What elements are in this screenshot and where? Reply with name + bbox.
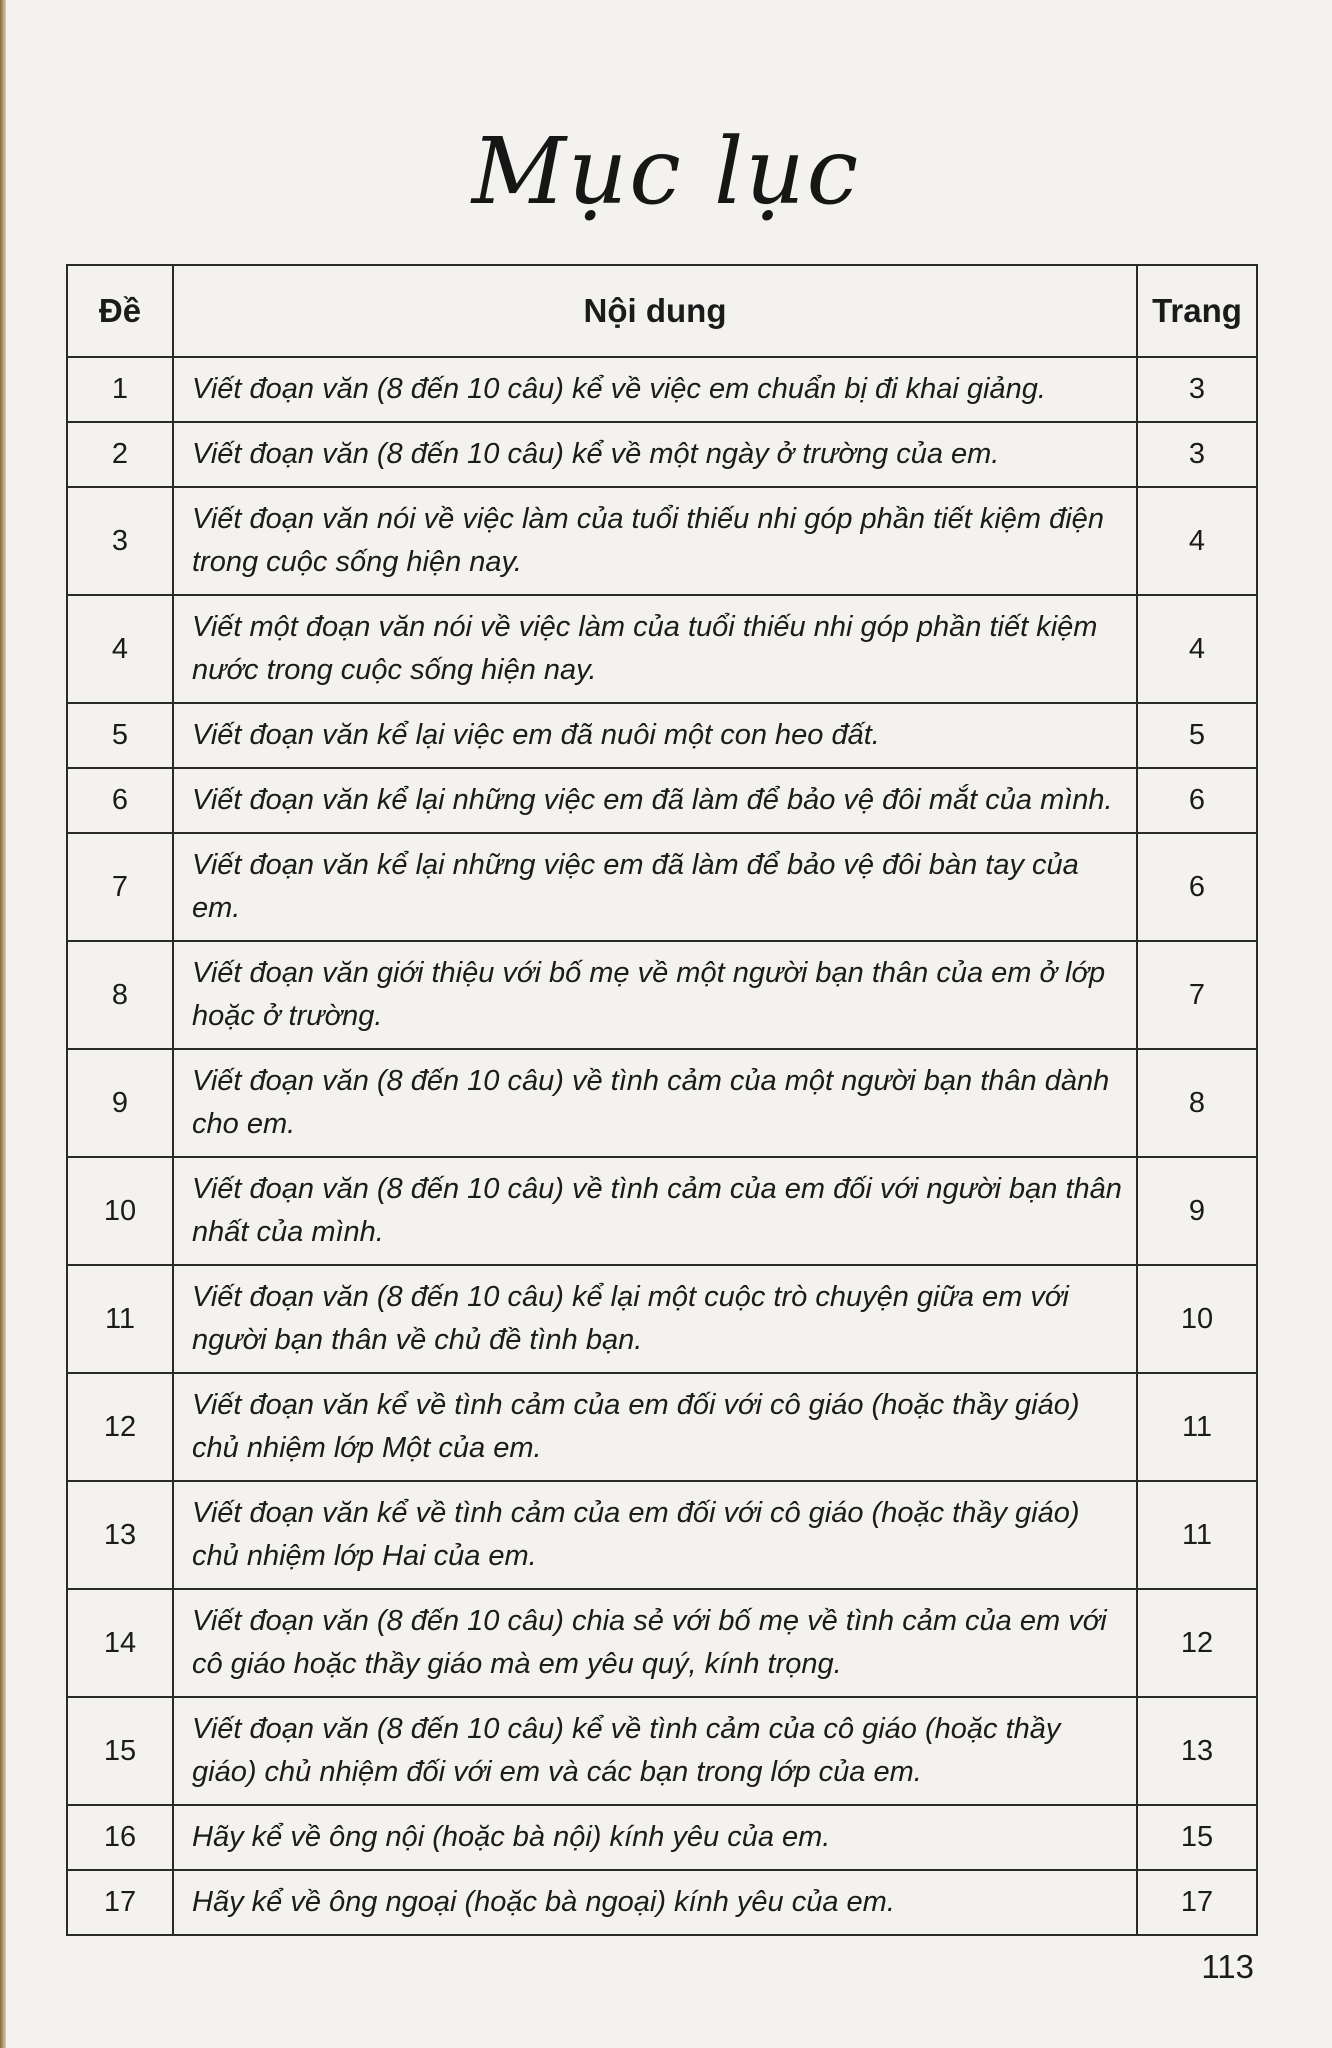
table-row xyxy=(67,1870,1257,1935)
table-row xyxy=(67,941,1257,1049)
row-content: Viết đoạn văn kể lại những việc em đã làm để bảo vệ đôi bàn tay của em. xyxy=(173,833,1137,941)
page-title: Mục lục xyxy=(471,118,861,225)
row-content: Viết đoạn văn kể về tình cảm của em đối với cô giáo (hoặc thầy giáo) chủ nhiệm lớp Một của em. xyxy=(173,1373,1137,1481)
table-row xyxy=(67,768,1257,833)
row-page: 7 xyxy=(1137,941,1257,1049)
row-content: Viết đoạn văn kể về tình cảm của em đối với cô giáo (hoặc thầy giáo) chủ nhiệm lớp Hai của em. xyxy=(173,1481,1137,1589)
row-page: 9 xyxy=(1137,1157,1257,1265)
table-body xyxy=(67,357,1257,1935)
row-number: 7 xyxy=(67,833,173,941)
row-page: 15 xyxy=(1137,1805,1257,1870)
row-page: 11 xyxy=(1137,1373,1257,1481)
row-number: 15 xyxy=(67,1697,173,1805)
row-content: Viết một đoạn văn nói về việc làm của tuổi thiếu nhi góp phần tiết kiệm nước trong cuộc sống hiện nay. xyxy=(173,595,1137,703)
row-content: Viết đoạn văn (8 đến 10 câu) kể lại một cuộc trò chuyện giữa em với người bạn thân về chủ đề tình bạn. xyxy=(173,1265,1137,1373)
page-number: 113 xyxy=(1201,1948,1254,1985)
table-header-row xyxy=(67,265,1257,357)
table-of-contents xyxy=(66,264,1258,1936)
row-number: 16 xyxy=(67,1805,173,1870)
row-number: 10 xyxy=(67,1157,173,1265)
page-binding-edge xyxy=(0,0,6,2048)
table-row xyxy=(67,1589,1257,1697)
row-page: 6 xyxy=(1137,768,1257,833)
row-page: 4 xyxy=(1137,595,1257,703)
row-page: 17 xyxy=(1137,1870,1257,1935)
row-content: Viết đoạn văn (8 đến 10 câu) về tình cảm của một người bạn thân dành cho em. xyxy=(173,1049,1137,1157)
row-content: Viết đoạn văn (8 đến 10 câu) kể về một ngày ở trường của em. xyxy=(173,422,1137,487)
row-number: 1 xyxy=(67,357,173,422)
table-row xyxy=(67,595,1257,703)
row-content: Viết đoạn văn (8 đến 10 câu) chia sẻ với bố mẹ về tình cảm của em với cô giáo hoặc thầy giáo mà em yêu quý, kính trọng. xyxy=(173,1589,1137,1697)
row-content: Viết đoạn văn kể lại việc em đã nuôi một con heo đất. xyxy=(173,703,1137,768)
table-row xyxy=(67,703,1257,768)
row-page: 3 xyxy=(1137,422,1257,487)
table-row xyxy=(67,833,1257,941)
row-page: 5 xyxy=(1137,703,1257,768)
table-row xyxy=(67,487,1257,595)
row-number: 3 xyxy=(67,487,173,595)
row-page: 10 xyxy=(1137,1265,1257,1373)
header-number: Đề xyxy=(67,265,173,357)
table-row xyxy=(67,1265,1257,1373)
header-content: Nội dung xyxy=(173,265,1137,357)
row-page: 6 xyxy=(1137,833,1257,941)
row-number: 6 xyxy=(67,768,173,833)
row-content: Viết đoạn văn kể lại những việc em đã làm để bảo vệ đôi mắt của mình. xyxy=(173,768,1137,833)
row-page: 3 xyxy=(1137,357,1257,422)
row-number: 11 xyxy=(67,1265,173,1373)
row-number: 2 xyxy=(67,422,173,487)
row-page: 4 xyxy=(1137,487,1257,595)
row-page: 11 xyxy=(1137,1481,1257,1589)
table-row xyxy=(67,357,1257,422)
row-number: 12 xyxy=(67,1373,173,1481)
table-row xyxy=(67,1373,1257,1481)
row-number: 9 xyxy=(67,1049,173,1157)
row-content: Viết đoạn văn (8 đến 10 câu) kể về việc em chuẩn bị đi khai giảng. xyxy=(173,357,1137,422)
row-number: 17 xyxy=(67,1870,173,1935)
row-number: 13 xyxy=(67,1481,173,1589)
row-content: Hãy kể về ông ngoại (hoặc bà ngoại) kính yêu của em. xyxy=(173,1870,1137,1935)
row-number: 14 xyxy=(67,1589,173,1697)
header-page: Trang xyxy=(1137,265,1257,357)
row-content: Viết đoạn văn giới thiệu với bố mẹ về một người bạn thân của em ở lớp hoặc ở trường. xyxy=(173,941,1137,1049)
row-page: 13 xyxy=(1137,1697,1257,1805)
row-content: Viết đoạn văn nói về việc làm của tuổi thiếu nhi góp phần tiết kiệm điện trong cuộc sống hiện nay. xyxy=(173,487,1137,595)
table-row xyxy=(67,422,1257,487)
table-row xyxy=(67,1049,1257,1157)
table-row xyxy=(67,1157,1257,1265)
row-number: 8 xyxy=(67,941,173,1049)
row-content: Hãy kể về ông nội (hoặc bà nội) kính yêu của em. xyxy=(173,1805,1137,1870)
row-number: 4 xyxy=(67,595,173,703)
row-content: Viết đoạn văn (8 đến 10 câu) về tình cảm của em đối với người bạn thân nhất của mình. xyxy=(173,1157,1137,1265)
table-row xyxy=(67,1481,1257,1589)
row-content: Viết đoạn văn (8 đến 10 câu) kể về tình cảm của cô giáo (hoặc thầy giáo) chủ nhiệm đối với em và các bạn trong lớp của em. xyxy=(173,1697,1137,1805)
row-page: 12 xyxy=(1137,1589,1257,1697)
row-page: 8 xyxy=(1137,1049,1257,1157)
row-number: 5 xyxy=(67,703,173,768)
table-row xyxy=(67,1697,1257,1805)
table-row xyxy=(67,1805,1257,1870)
